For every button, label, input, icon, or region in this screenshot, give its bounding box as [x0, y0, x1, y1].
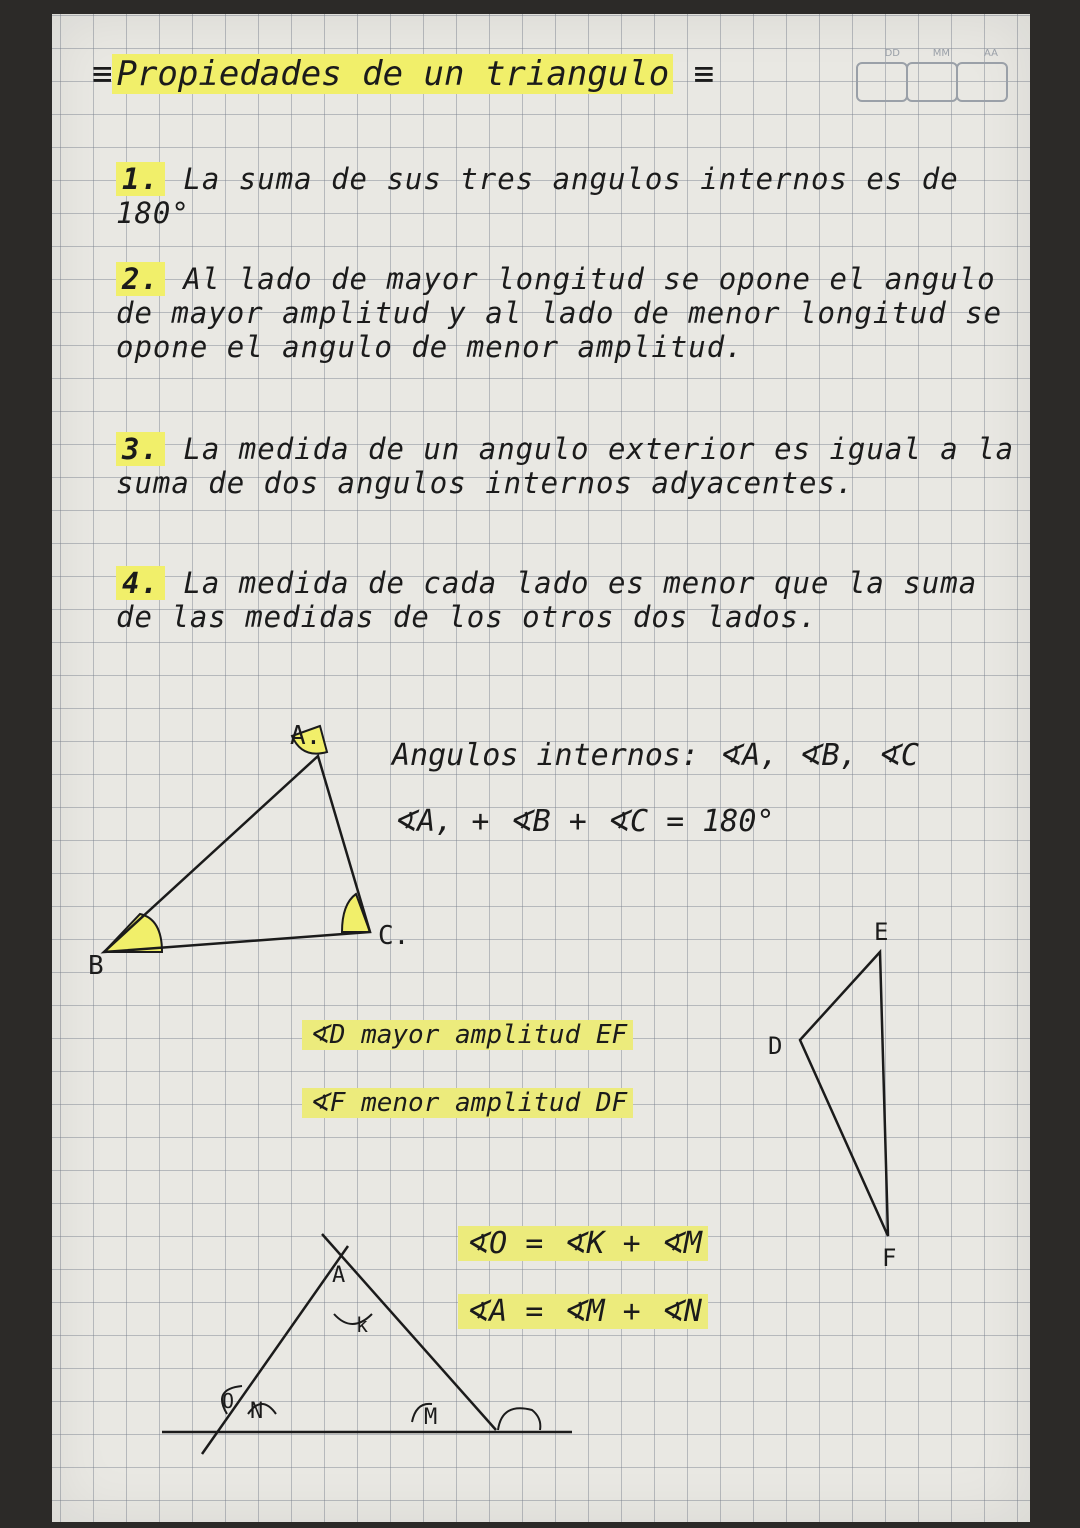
angle-c-arc	[342, 894, 370, 932]
figure2-line2-text: ∢F menor amplitud DF	[302, 1088, 633, 1118]
property-4-number: 4.	[116, 566, 165, 600]
title-text: Propiedades de un triangulo	[112, 54, 673, 94]
triangle-exterior-figure	[162, 1234, 572, 1454]
triangle-def-outline	[800, 952, 888, 1236]
vertex-d: D	[768, 1032, 783, 1060]
figure2-line2	[302, 1088, 633, 1118]
figure1-line2: ∢A, + ∢B + ∢C = 180°	[392, 804, 775, 839]
date-label-day: DD	[884, 48, 900, 59]
vertex-b: B	[88, 951, 104, 981]
property-2-text: Al lado de mayor longitud se opone el angulo de mayor amplitud y al lado de menor longitud se opone el angulo de menor amplitud.	[116, 262, 1003, 364]
exterior-angle-arc	[498, 1408, 540, 1430]
label-a: A	[332, 1263, 346, 1288]
figure2-line1-text: ∢D mayor amplitud EF	[302, 1020, 633, 1050]
vertex-f: F	[882, 1244, 897, 1272]
date-label-month: MM	[932, 48, 950, 59]
triangle-def	[768, 918, 896, 1272]
notebook-page	[52, 14, 1030, 1522]
figure3-line2	[458, 1294, 708, 1329]
figure2-line1	[302, 1020, 633, 1050]
property-2-number: 2.	[116, 262, 165, 296]
figure3-line1-text: ∢O = ∢K + ∢M	[458, 1226, 708, 1261]
vertex-a: A.	[290, 721, 322, 751]
property-1-text: La suma de sus tres angulos internos es de 180°	[116, 162, 959, 230]
property-3-number: 3.	[116, 432, 165, 466]
label-n: N	[250, 1399, 264, 1424]
property-4-text: La medida de cada lado es menor que la suma de las medidas de los otros dos lados.	[116, 566, 978, 634]
figure3-line2-text: ∢A = ∢M + ∢N	[458, 1294, 708, 1329]
property-3-text: La medida de un angulo exterior es igual a la suma de dos angulos internos adyacentes.	[116, 432, 1015, 500]
title-deco-right: ≡	[693, 54, 715, 94]
figure3-line1	[458, 1226, 708, 1261]
label-o: O	[222, 1389, 235, 1413]
vertex-e: E	[874, 918, 889, 946]
right-side-line	[322, 1234, 496, 1430]
title-deco-left: ≡	[92, 54, 113, 94]
figure1-line1: Angulos internos: ∢A, ∢B, ∢C	[392, 738, 919, 773]
label-m: M	[424, 1405, 438, 1430]
date-label-year: AA	[984, 48, 998, 59]
triangle-abc	[88, 721, 409, 981]
left-side-line	[202, 1246, 348, 1454]
property-1-number: 1.	[116, 162, 165, 196]
angle-b-arc	[104, 914, 162, 952]
label-k: k	[356, 1313, 369, 1337]
vertex-c: C.	[378, 921, 410, 951]
